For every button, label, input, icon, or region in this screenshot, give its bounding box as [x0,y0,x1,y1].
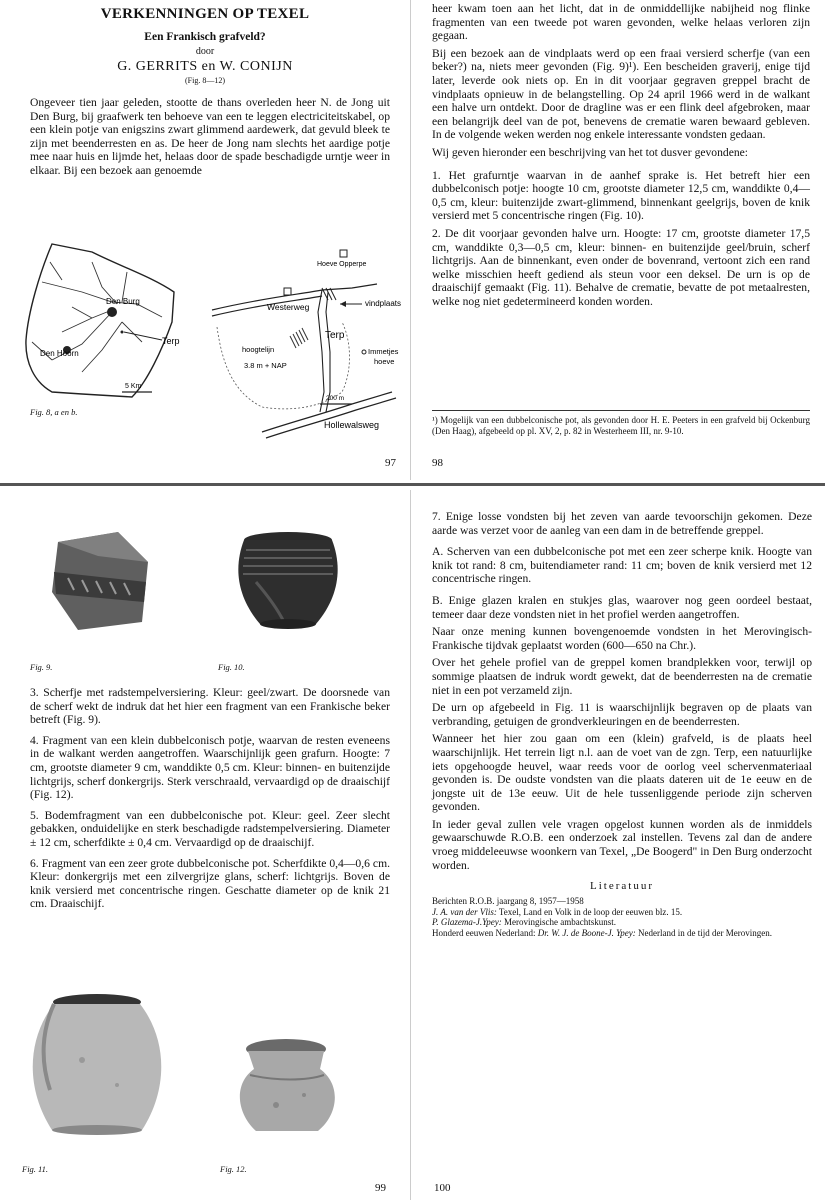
page-separator [0,483,825,486]
item-5: 5. Bodemfragment van een dubbelconische pot. Kleur: geel. Zeer slecht gebakken, onduidelijke en sterk beschadigde radstempelversiering. Diameter ± 12 cm, scherfdikte ± 0,4 cm. Vervaardigd op de draaischijf. [30,808,390,849]
paragraph: In ieder geval zullen vele vragen opgelost kunnen worden als de inmiddels gewaarschuwde R.O.B. een onderzoek zal instellen. Tevens zal dan de andere vroeg middeleeuwse woonkern van Texel, „De Boogerd" in Den Burg onderzocht worden. [432,817,812,872]
paragraph: Over het gehele profiel van de greppel komen brandplekken voor, terwijl op sommige plaatsen de indruk wordt gewekt, dat de beenderresten na de crematie niet in een pot verzameld zijn. [432,656,812,697]
photo-fig-12 [226,1035,346,1145]
lit-text: Nederland in de tijd der Merovingen. [635,927,773,938]
footnote: ¹) Mogelijk van een dubbelconische pot, als gevonden door H. E. Peeters in een grafveld bij Ockenburg (Den Haag), afgebeeld op pl. XV, 2, p. 82 in Westerheem III, nr. 9-10. [432,410,810,437]
fig-11-caption: Fig. 11. [22,1164,49,1174]
page-100 [412,490,825,1200]
literature-item [432,907,812,918]
literature-item [432,917,812,928]
page-97 [0,0,411,480]
paragraph: Bij een bezoek aan de vindplaats werd op een fraai versierd scherfje (van een beker?) na, niets meer gevonden (Fig. 9)¹). Een bescheiden graverij, enige tijd later, leverde ook niets op. En in dit voorjaar gegraven greppel bracht de vindplaats opnieuw in de belangstelling. Op 24 april 1966 werd in de walkant een halve urn ontdekt. Door de dragline was er een flink deel afgebroken, maar een belangrijk deel van de pot, benevens de crematie waren bewaard gebleven. In de volgende weken werden nog enkele interessante vondsten gedaan. [432,46,810,142]
lit-text: Berichten R.O.B. jaargang 8, 1957—1958 [432,896,584,907]
lit-author: Dr. W. J. de Boone-J. Ypey: [537,927,636,938]
item-7: 7. Enige losse vondsten bij het zeven van aarde tevoorschijn gekomen. Deze aarde was verzet voor de aanleg van een dam in de betreffende greppel. [432,510,812,537]
paragraph: heer kwam toen aan het licht, dat in de onmiddellijke nabijheid nog flinke fragmenten van een tweede pot waren gevonden, welke helaas verloren zijn gegaan. [432,2,810,43]
map-figure-8 [22,232,407,444]
paragraph: De urn op afgebeeld in Fig. 11 is waarschijnlijk begraven op de plaats van verbranding, getuigen de grondverkleuringen en de beenderresten. [432,701,812,728]
literature-item [432,896,812,907]
item-b: B. Enige glazen kralen en stukjes glas, waarover nog geen oordeel bestaat, temeer daar deze vondsten niet in het profiel werden aangetroffen. [432,593,812,621]
text-column-98 [432,2,810,308]
fig-10-caption: Fig. 10. [218,662,245,672]
item-6: 6. Fragment van een zeer grote dubbelconische pot. Scherfdikte 0,4—0,6 cm. Kleur: donkergrijs met een zilvergrijze glans, scherf: lichtgrijs. Boven de knik versierd met concentrische ringen. Geschatte diameter op de knik 21 cm. Draaischijf. [30,856,390,911]
paragraph: Naar onze mening kunnen bovengenoemde vondsten in het Merovingisch-Frankische tijdvak geplaatst worden (600—650 na Chr.). [432,625,812,652]
fig-8-caption: Fig. 8, a en b. [30,407,78,417]
map-label-den-hoorn: Den Hoorn [40,349,79,358]
fig-9-caption: Fig. 9. [30,662,53,672]
paragraph: Wanneer het hier zou gaan om een (klein) grafveld, is de plaats heel waarschijnlijk. Het terrein ligt n.l. aan de voet van de zgn. Terp, een natuurlijke iets opgehoogde heuvel, waar reeds voor de oorlog veel schervenmateriaal gevonden is. De oudste vondsten van die plaats dateren uit de 1e eeuw en de jongste uit de 13e eeuw. Uit de hele tussenliggende periode zijn scherven gevonden. [432,732,812,814]
item-a: A. Scherven van een dubbelconische pot met een zeer scherpe knik. Hoogte van knik tot rand: 8 cm, buitendiameter rand: 11 cm; boven de knik versierd met 12 concentrische ringen. [432,545,812,586]
map-label-nap: 3.8 m + NAP [244,361,287,370]
photo-fig-9 [38,512,158,632]
byline-door: door [195,46,215,57]
map-label-hollewalsweg: Hollewalsweg [324,420,380,430]
page-number-99: 99 [375,1182,386,1194]
literature-item [432,928,812,939]
page-number-98: 98 [432,457,443,469]
map-label-hoogtelijn: hoogtelijn [242,345,275,354]
lit-text: Merovingische ambachtskunst. [501,917,616,928]
map-label-terp-a: Terp [162,336,180,346]
map-label-den-burg: Den Burg [106,297,140,306]
text-column-99 [30,686,390,911]
map-label-hoeve: hoeve [374,357,395,366]
item-4: 4. Fragment van een klein dubbelconisch potje, waarvan de resten eveneens in de walkant werden aangetroffen. Waarschijnlijk geen grafurn. Hoogte: 7 cm, grootste diameter 9 cm, wanddikte 0,5 cm. Kleur: binnen- en buitenzijde lichtgrijs, scherf donkergrijs. Sterk verschraald, vervaardigd op de draaischijf (Fig. 12). [30,733,390,802]
page-number-97: 97 [385,457,396,469]
article-title: VERKENNINGEN OP TEXEL [100,6,310,22]
page-number-100: 100 [434,1182,451,1194]
map-label-hoeve-opperpe: Hoeve Opperpe [317,261,367,268]
intro-text-column [30,96,390,178]
lit-author: J. A. van der Vlis: [432,906,497,917]
authors: G. GERRITS en W. CONIJN [117,59,293,74]
lit-text: Honderd eeuwen Nederland: [432,927,538,938]
lit-author: P. Glazema-J.Ypey: [432,917,502,928]
maps-svg [22,232,407,444]
map-label-terp-b: Terp [325,330,345,341]
text-column-100 [432,510,812,938]
page-98 [412,0,825,480]
intro-paragraph: Ongeveer tien jaar geleden, stootte de thans overleden heer N. de Jong uit Den Burg, bij graafwerk ten behoeve van een te leggen electriciteitskabel, op een klein potje van enigszins zwart glimmend aardewerk, dat gevuld bleek te zijn met beenderresten en as. De heer de Jong nam slechts het aardige potje mee naar huis en lijmde het, helaas door de spade beschadigde urntje weer in elkaar. Bij een bezoek aan genoemde [30,96,390,177]
paragraph: Wij geven hieronder een beschrijving van het tot dusver gevondene: [432,145,749,159]
photo-fig-11 [22,990,172,1150]
item-3: 3. Scherfje met radstempelversiering. Kleur: geel/zwart. De doorsnede van de scherf wekt de indruk dat het hier een fragment van een Frankische beker betreft (Fig. 9). [30,686,390,727]
lit-text: Texel, Land en Volk in de loop der eeuwen blz. 15. [496,906,683,917]
photo-fig-10 [228,526,348,641]
literature-heading: Literatuur [590,880,654,893]
map-label-vindplaats: vindplaats [365,299,402,308]
item-2: 2. De dit voorjaar gevonden halve urn. Hoogte: 17 cm, grootste diameter 17,5 cm, wanddikte 0,3—0,5 cm, kleur: binnen- en buitenzijde geel/bruin, scherf lichtgrijs. Aan de binnenkant, even onder de bovenrand, vertoont zich een rand welke misschien heeft gediend als steun voor een deksel. De urn is op de draaischijf gemaakt (Fig. 11). Behalve de crematie, bevatte de pot metaalresten, welke nog niet gedetermineerd konden worden. [432,226,810,308]
article-subtitle: Een Frankisch grafveld? [144,31,266,43]
page-99 [0,490,411,1200]
fig-12-caption: Fig. 12. [220,1164,247,1174]
map-label-westerweg: Westerweg [267,302,310,312]
item-1: 1. Het grafurntje waarvan in de aanhef sprake is. Het betreft hier een dubbelconisch potje: hoogte 10 cm, grootste diameter 12,5 cm, wanddikte 0,4—0,5 cm, kleur: buitenzijde zwart-glimmend, binnenkant geelgrijs, boven de knik versierd met 5 concentrische ringen (Fig. 10). [432,168,810,223]
map-label-immetjes: Immetjes [368,347,399,356]
figure-reference: (Fig. 8—12) [185,76,225,85]
map-scale-b: 200 m [326,395,345,402]
map-scale-a: 5 Km [125,383,142,390]
